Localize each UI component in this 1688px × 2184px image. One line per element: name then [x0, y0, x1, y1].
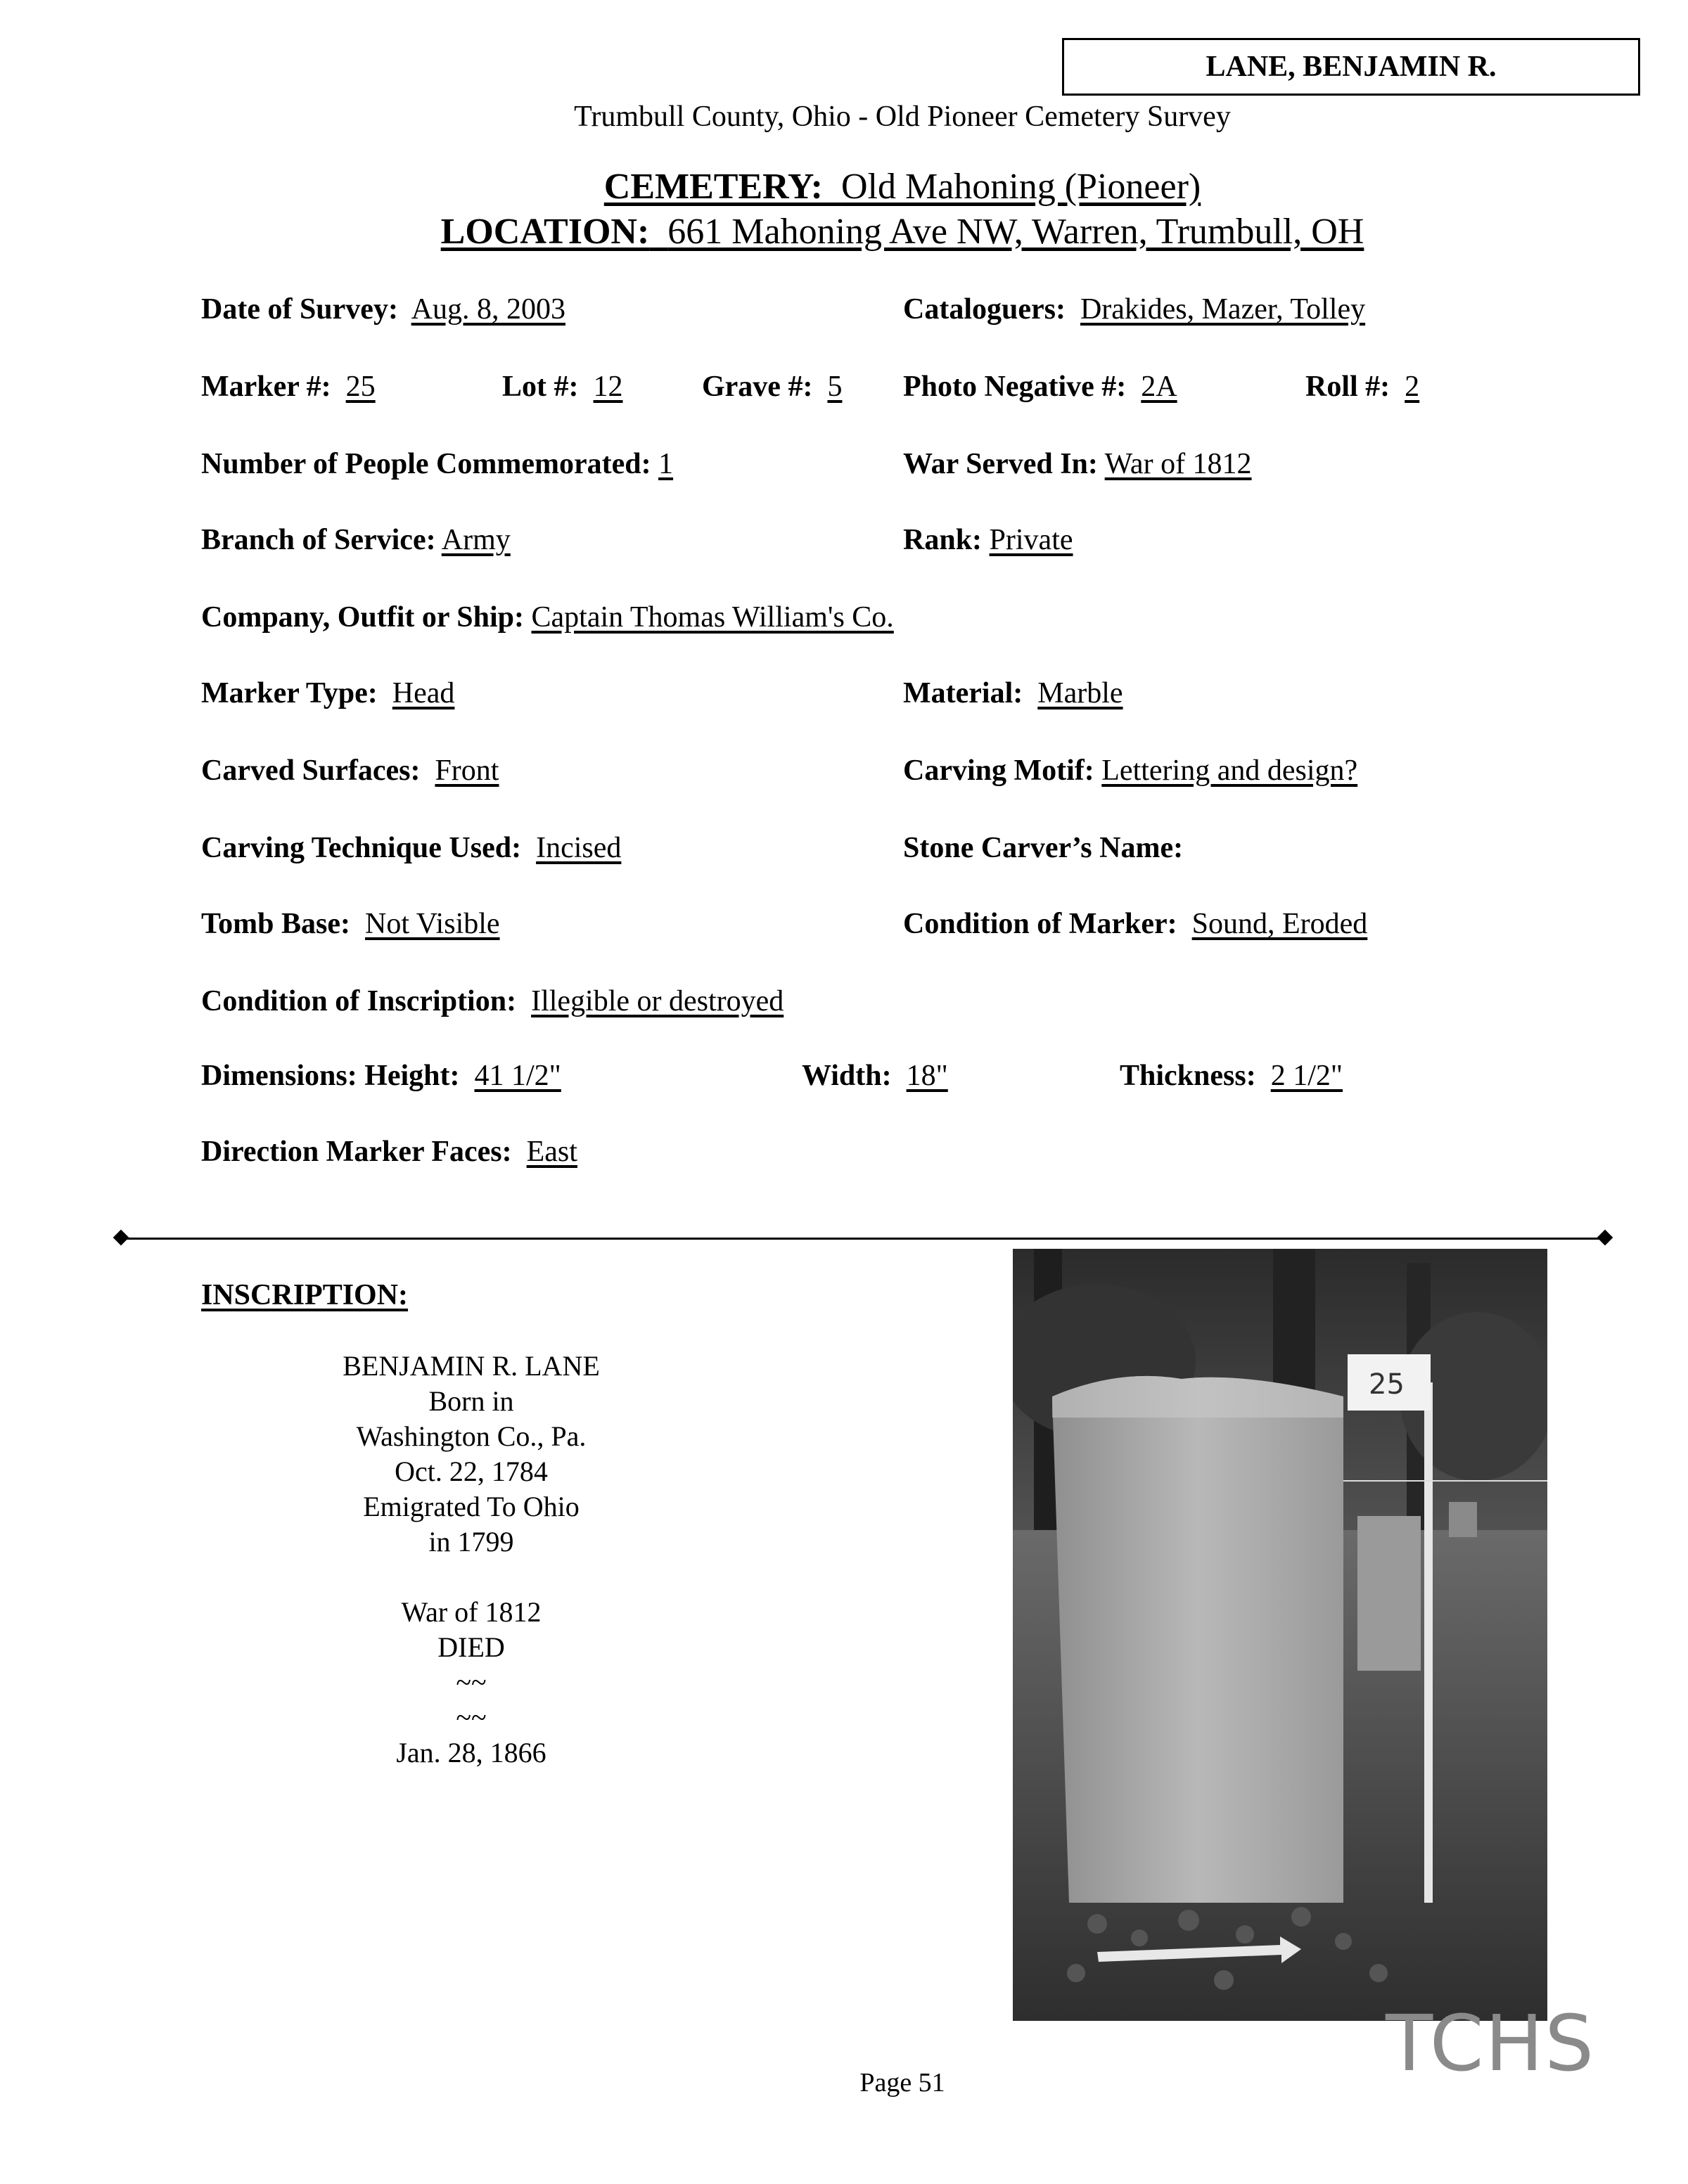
field-photo-negative-no: Photo Negative #: 2A	[903, 371, 1177, 403]
field-material: Material: Marble	[903, 677, 1123, 709]
inscription-line: Jan. 28, 1866	[396, 1737, 546, 1768]
inscription-heading: INSCRIPTION:	[201, 1279, 409, 1311]
location-line	[0, 211, 1688, 252]
divider-diamond-right-icon	[1597, 1230, 1613, 1246]
field-condition-of-marker: Condition of Marker: Sound, Eroded	[903, 908, 1368, 940]
field-carving-motif: Carving Motif: Lettering and design?	[903, 754, 1358, 787]
inscription-line: ~~	[456, 1666, 487, 1698]
record-name-box	[1062, 38, 1640, 96]
cemetery-line	[0, 166, 1688, 207]
survey-title: Trumbull County, Ohio - Old Pioneer Cemetery Survey	[574, 101, 1231, 133]
field-rank: Rank: Private	[903, 524, 1073, 556]
field-roll-no: Roll #: 2	[1305, 371, 1420, 403]
record-name: LANE, BENJAMIN R.	[1206, 51, 1497, 83]
date-of-survey-value: Aug. 8, 2003	[411, 293, 565, 326]
field-dimensions-height: Dimensions: Height: 41 1/2"	[201, 1060, 561, 1092]
section-divider	[120, 1238, 1604, 1240]
field-branch-of-service: Branch of Service: Army	[201, 524, 511, 556]
gravestone-photo-illustration	[1013, 1249, 1547, 2021]
field-grave-no: Grave #: 5	[702, 371, 843, 403]
location-value: 661 Mahoning Ave NW, Warren, Trumbull, OH	[667, 212, 1364, 252]
inscription-line	[260, 1560, 682, 1595]
tchs-watermark: TCHS	[1386, 1998, 1596, 2088]
stake-label: 25	[1369, 1368, 1405, 1401]
inscription-line: DIED	[437, 1631, 505, 1663]
cemetery-value: Old Mahoning (Pioneer)	[840, 167, 1201, 207]
field-people-commemorated: Number of People Commemorated: 1	[201, 448, 674, 480]
gravestone-photo	[1013, 1249, 1547, 2021]
field-marker-no: Marker #: 25	[201, 371, 376, 403]
field-cataloguers: Cataloguers: Drakides, Mazer, Tolley	[903, 293, 1366, 326]
inscription-line: ~~	[456, 1702, 487, 1733]
page-number: Page 51	[859, 2068, 945, 2098]
field-stone-carver: Stone Carver’s Name:	[903, 832, 1184, 864]
field-dimensions-width: Width: 18"	[802, 1060, 948, 1092]
field-dimensions-thickness: Thickness: 2 1/2"	[1120, 1060, 1343, 1092]
field-condition-of-inscription: Condition of Inscription: Illegible or destroyed	[201, 985, 784, 1017]
field-company: Company, Outfit or Ship: Captain Thomas William's Co.	[201, 601, 894, 634]
cataloguers-value: Drakides, Mazer, Tolley	[1080, 293, 1366, 326]
inscription-line: Oct. 22, 1784	[395, 1456, 548, 1487]
field-tomb-base: Tomb Base: Not Visible	[201, 908, 500, 940]
inscription-line: Emigrated To Ohio	[363, 1491, 580, 1522]
field-marker-type: Marker Type: Head	[201, 677, 455, 709]
field-lot-no: Lot #: 12	[502, 371, 623, 403]
cemetery-label: CEMETERY:	[603, 167, 823, 207]
inscription-line: in 1799	[428, 1526, 514, 1557]
divider-diamond-left-icon	[113, 1230, 129, 1246]
inscription-line: Born in	[428, 1385, 514, 1417]
inscription-line: BENJAMIN R. LANE	[343, 1350, 600, 1382]
field-war-served-in: War Served In: War of 1812	[903, 448, 1252, 480]
field-carving-technique: Carving Technique Used: Incised	[201, 832, 622, 864]
location-label: LOCATION:	[440, 212, 650, 252]
inscription-line: War of 1812	[401, 1596, 542, 1628]
field-date-of-survey: Date of Survey: Aug. 8, 2003	[201, 293, 565, 326]
field-carved-surfaces: Carved Surfaces: Front	[201, 754, 499, 787]
field-direction-faces: Direction Marker Faces: East	[201, 1136, 577, 1168]
inscription-line: Washington Co., Pa.	[356, 1420, 587, 1452]
inscription-text	[260, 1349, 682, 1771]
